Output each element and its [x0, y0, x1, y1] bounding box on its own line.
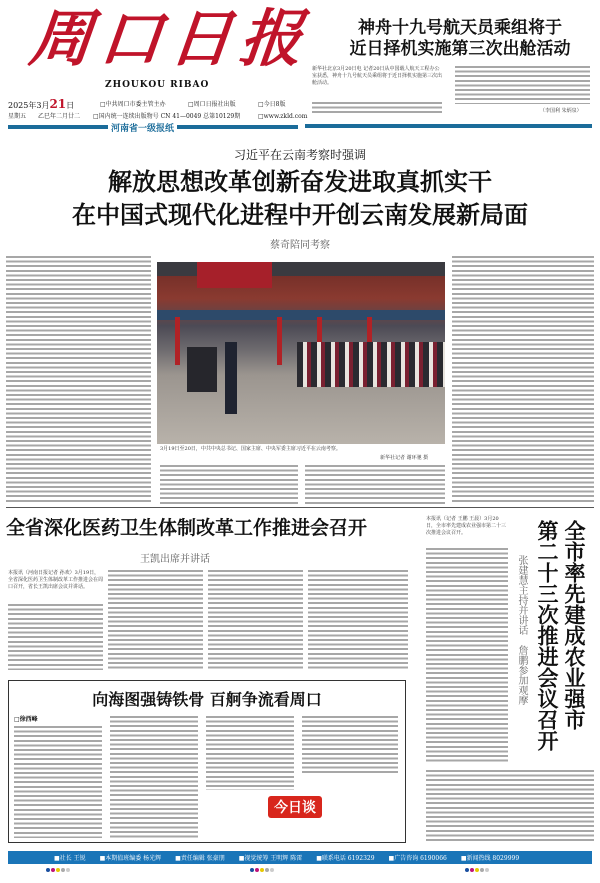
side-lead: 本报讯（记者 王鹏 王晨）3月20日，全市率先建成农业强市第二十三次推进会议召开。: [426, 516, 507, 536]
headline-line-2: 在中国式现代化进程中开创云南发展新局面: [72, 201, 528, 229]
second-headline: 全省深化医药卫生体制改革工作推进会召开: [6, 517, 368, 539]
page-count: □今日8版: [258, 101, 286, 108]
masthead-pinyin: ZHOUKOU RIBAO: [105, 80, 210, 90]
sponsor: □中共周口市委主管主办: [100, 101, 166, 108]
lead-subhead: 蔡奇陪同考察: [270, 240, 330, 251]
side-headline-2: 第二十三次推进会议召开: [535, 520, 559, 751]
lead-body-mid: [160, 465, 298, 504]
publisher: □周口日报社出版: [188, 101, 236, 108]
top-story-lead: 新华社北京3月20日电 记者20日从中国载人航天工程办公室获悉，神舟十九号航天员乘组将于近日择机实施第三次出舱活动。: [312, 66, 443, 86]
top-story-credit: （李国利 朱炳泉）: [540, 108, 582, 114]
newspaper-level: 河南省一级报纸: [108, 121, 177, 134]
headline-line-2: 近日择机实施第三次出舱活动: [349, 39, 571, 59]
top-story-body: [312, 102, 442, 114]
footer-item: ■视觉统筹 王明辉 陈雷: [238, 855, 303, 862]
second-subhead: 王凯出席并讲话: [140, 554, 210, 565]
top-story-headline: [340, 18, 580, 60]
commentary-author: □徐西峰: [14, 716, 38, 723]
lunar-date: 乙巳年二月廿二: [38, 113, 81, 120]
footer-item: ■社长 王锐: [54, 855, 86, 862]
second-body: [8, 604, 103, 670]
side-body: [426, 548, 508, 762]
lead-photo: [157, 262, 445, 444]
lead-body-right: [452, 256, 594, 504]
second-lead: 本报讯（河南日报记者 孙欢）3月19日，全省深化医药卫生体制改革工作推进会在周口召开，省长王凯出席会议并讲话。: [8, 570, 104, 590]
footer-item: ■责任编辑 张豪朋: [175, 855, 225, 862]
second-body: [208, 570, 303, 670]
commentary-body: [206, 716, 294, 790]
year: 2025: [8, 101, 29, 110]
serial-number: □国内统一连续出版物号 CN 41—0049 总第10129期: [93, 113, 241, 120]
color-registration-mark: [250, 868, 274, 872]
color-registration-mark: [46, 868, 70, 872]
lead-body-left: [6, 256, 151, 504]
commentary-headline: 向海图强铸铁骨 百舸争流看周口: [92, 690, 322, 709]
month-unit: 月: [41, 101, 50, 110]
footer-item: ■新闻热线 8029999: [460, 855, 520, 862]
commentary-body: [14, 726, 102, 838]
issue-date: [8, 98, 74, 112]
footer-item: ■广告咨询 6190066: [388, 855, 447, 862]
commentary-body: [110, 716, 198, 838]
day-unit: 日: [66, 101, 75, 110]
commentary-body: [302, 716, 398, 776]
commentary-logo: 今日谈: [268, 796, 322, 818]
day: 21: [49, 97, 67, 111]
second-body: [308, 570, 408, 670]
footer-item: ■本期值班编委 杨光辉: [99, 855, 162, 862]
masthead-logo: 周口日报: [26, 2, 314, 75]
website: □www.zkld.com: [258, 113, 308, 120]
second-body: [108, 570, 203, 670]
lead-body-mid: [305, 465, 445, 504]
month: 3: [36, 101, 42, 110]
side-body: [426, 770, 594, 842]
photo-caption: 3月19日至20日，中共中央总书记、国家主席、中央军委主席习近平在云南考察。: [160, 446, 341, 452]
headline-line-1: 解放思想改革创新奋发进取真抓实干: [108, 168, 492, 196]
side-byline: 张建慧主持并讲话 詹鹏参加观摩: [516, 555, 527, 705]
lead-kicker: 习近平在云南考察时强调: [233, 148, 366, 162]
weekday: 星期五: [8, 113, 27, 120]
top-story-body: [455, 66, 590, 104]
year-unit: 年: [28, 101, 37, 110]
color-registration-mark: [465, 868, 489, 872]
section-divider: [6, 507, 594, 508]
headline-line-1: 神舟十九号航天员乘组将于: [358, 18, 562, 38]
lead-headline: [0, 166, 600, 232]
footer-bar: [8, 851, 592, 864]
footer-item: ■联系电话 6192329: [316, 855, 375, 862]
side-headline-1: 全市率先建成农业强市: [562, 520, 586, 730]
photo-credit: 新华社记者 谢环驰 摄: [380, 455, 429, 461]
top-rule: [305, 124, 592, 128]
